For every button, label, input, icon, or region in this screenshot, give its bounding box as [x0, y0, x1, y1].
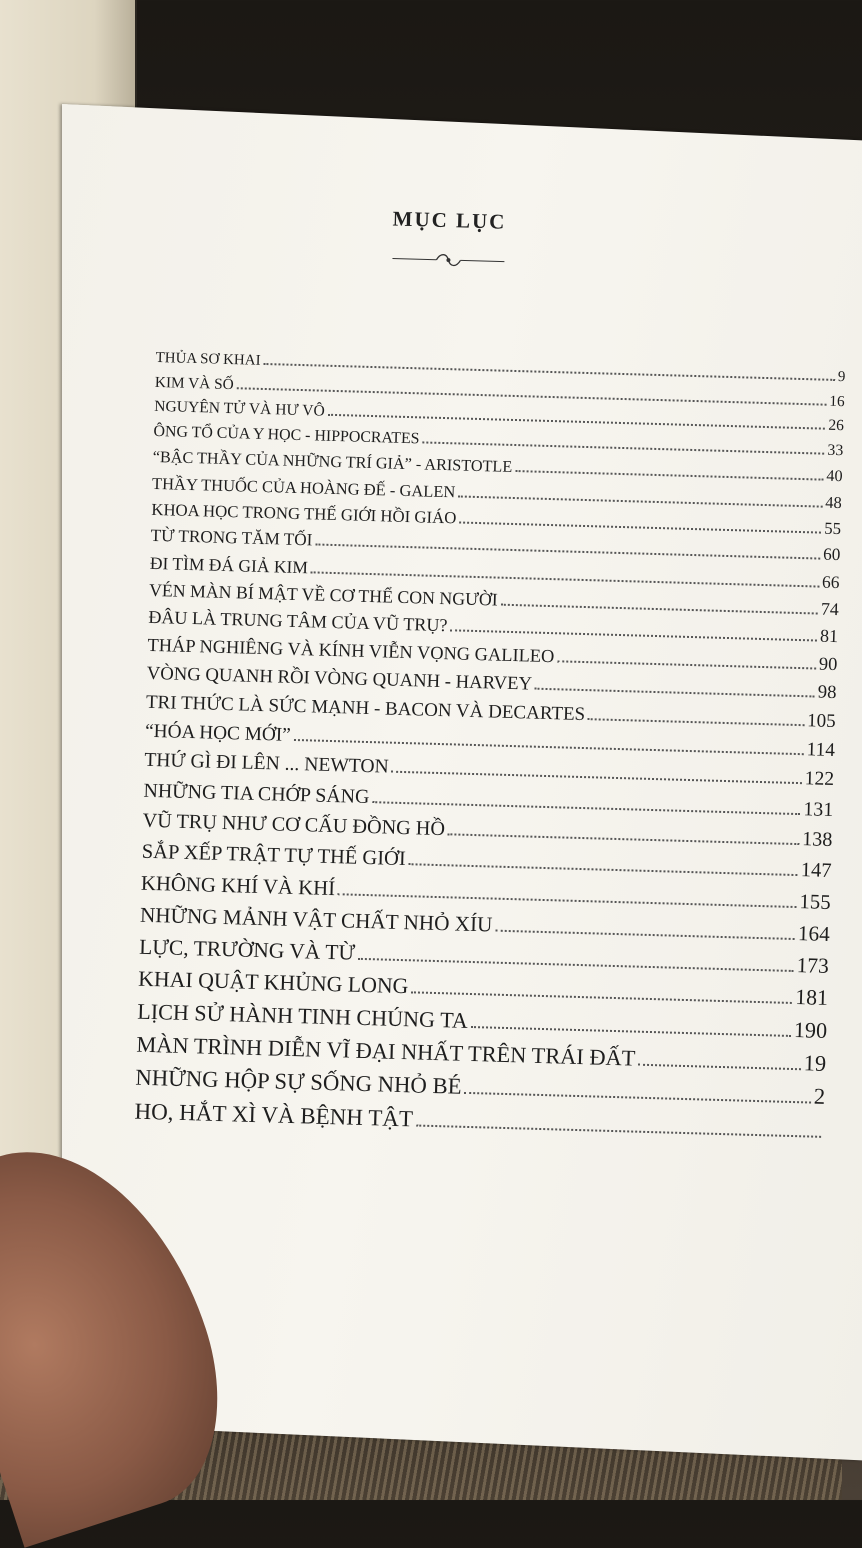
- toc-entry-title: NGUYÊN TỬ VÀ HƯ VÔ: [153, 398, 326, 421]
- dot-leader: [535, 688, 815, 698]
- toc-entry-page: 66: [821, 571, 840, 592]
- toc-entry-title: HO, HẮT XÌ VÀ BỆNH TẬT: [134, 1098, 414, 1132]
- page-title: MỤC LỤC: [392, 206, 507, 234]
- toc-entry-page: 19: [803, 1050, 827, 1076]
- toc-entry-title: SẮP XẾP TRẬT TỰ THẾ GIỚI: [141, 840, 407, 870]
- toc-entry-page: 190: [793, 1017, 828, 1044]
- dot-leader: [422, 442, 824, 455]
- toc-entry-page: 105: [806, 710, 836, 732]
- toc-entry-page: 114: [806, 739, 836, 761]
- toc-entry-title: “HÓA HỌC MỚI”: [144, 720, 292, 746]
- dot-leader: [315, 544, 820, 560]
- toc-entry-title: VÒNG QUANH RỒI VÒNG QUANH - HARVEY: [146, 663, 533, 695]
- dot-leader: [263, 363, 834, 381]
- toc-entry-page: 60: [822, 544, 841, 565]
- toc-list: [134, 350, 846, 1152]
- toc-entry-page: 138: [801, 828, 833, 852]
- dot-leader: [495, 930, 795, 940]
- toc-entry-title: LỊCH SỬ HÀNH TINH CHÚNG TA: [136, 998, 469, 1034]
- toc-entry-title: KIM VÀ SỐ: [154, 373, 234, 394]
- dot-leader: [471, 1026, 791, 1037]
- toc-entry-page: 55: [824, 518, 842, 538]
- toc-entry-page: 16: [829, 392, 845, 411]
- dot-leader: [328, 414, 826, 430]
- toc-entry-page: 81: [819, 625, 839, 647]
- dot-leader: [638, 1064, 800, 1071]
- toc-entry-title: THẦY THUỐC CỦA HOÀNG ĐẾ - GALEN: [151, 473, 456, 502]
- toc-entry-title: VŨ TRỤ NHƯ CƠ CẤU ĐỒNG HỒ: [142, 810, 446, 841]
- title-ornament-icon: [388, 250, 508, 269]
- toc-entry-title: TỪ TRONG TĂM TỐI: [150, 525, 313, 550]
- toc-entry-page: 181: [794, 984, 829, 1010]
- toc-entry-page: 2: [813, 1083, 826, 1110]
- dot-leader: [294, 739, 804, 755]
- dot-leader: [311, 571, 819, 587]
- toc-entry-title: TRI THỨC LÀ SỨC MẠNH - BACON VÀ DECARTES: [145, 691, 586, 725]
- dot-leader: [459, 521, 821, 533]
- dot-leader: [411, 991, 792, 1004]
- toc-entry-page: 131: [803, 798, 834, 822]
- toc-entry-title: KHOA HỌC TRONG THẾ GIỚI HỒI GIÁO: [151, 499, 457, 528]
- toc-entry-page: 90: [818, 653, 838, 675]
- dot-leader: [588, 718, 804, 726]
- toc-entry-page: 40: [826, 467, 843, 486]
- toc-entry-page: 147: [800, 858, 832, 882]
- toc-entry-title: KHAI QUẬT KHỦNG LONG: [137, 966, 409, 999]
- toc-entry-title: THỦA SƠ KHAI: [155, 349, 261, 369]
- toc-entry-page: 98: [817, 681, 837, 704]
- dot-leader: [500, 604, 817, 615]
- dot-leader: [448, 834, 799, 846]
- toc-entry-page: 164: [797, 921, 831, 946]
- toc-entry-title: LỰC, TRƯỜNG VÀ TỪ: [138, 934, 356, 965]
- toc-entry-title: MÀN TRÌNH DIỄN VĨ ĐẠI NHẤT TRÊN TRÁI ĐẤT: [136, 1031, 636, 1071]
- dot-leader: [557, 660, 816, 669]
- dot-leader: [416, 1124, 821, 1137]
- toc-entry-page: 173: [796, 952, 830, 978]
- toc-entry-title: “BẬC THẦY CỦA NHỮNG TRÍ GIẢ” - ARISTOTLE: [152, 448, 513, 477]
- toc-entry-title: ÔNG TỔ CỦA Y HỌC - HIPPOCRATES: [153, 423, 420, 448]
- toc-entry-title: ĐI TÌM ĐÁ GIẢ KIM: [149, 552, 309, 578]
- dot-leader: [338, 893, 796, 908]
- dot-leader: [515, 470, 823, 481]
- toc-entry-page: 26: [828, 417, 845, 435]
- toc-entry-page: 48: [825, 492, 843, 513]
- toc-entry-title: ĐÂU LÀ TRUNG TÂM CỦA VŨ TRỤ?: [148, 607, 448, 636]
- toc-entry-title: NHỮNG TIA CHỚP SÁNG: [143, 779, 370, 809]
- dot-leader: [450, 630, 817, 642]
- dot-leader: [464, 1092, 810, 1104]
- toc-entry-title: THÁP NGHIÊNG VÀ KÍNH VIỄN VỌNG GALILEO: [147, 634, 555, 667]
- dot-leader: [372, 801, 800, 815]
- toc-entry-title: KHÔNG KHÍ VÀ KHÍ: [140, 871, 336, 900]
- dot-leader: [358, 957, 794, 971]
- toc-entry-page: 122: [804, 768, 835, 791]
- toc-entry-title: NHỮNG HỘP SỰ SỐNG NHỎ BÉ: [135, 1064, 462, 1100]
- toc-entry-page: 74: [820, 598, 840, 619]
- toc-entry-title: THỨ GÌ ĐI LÊN ... NEWTON: [144, 750, 390, 778]
- dot-leader: [392, 771, 802, 784]
- toc-entry-page: 9: [837, 368, 846, 386]
- dot-leader: [409, 863, 798, 876]
- toc-entry-page: 33: [827, 441, 844, 460]
- toc-entry-title: VÉN MÀN BÍ MẬT VỀ CƠ THỂ CON NGƯỜI: [148, 579, 498, 610]
- toc-entry-title: NHỮNG MẢNH VẬT CHẤT NHỎ XÍU: [139, 902, 493, 937]
- dot-leader: [458, 495, 822, 507]
- toc-entry-page: 155: [799, 889, 831, 914]
